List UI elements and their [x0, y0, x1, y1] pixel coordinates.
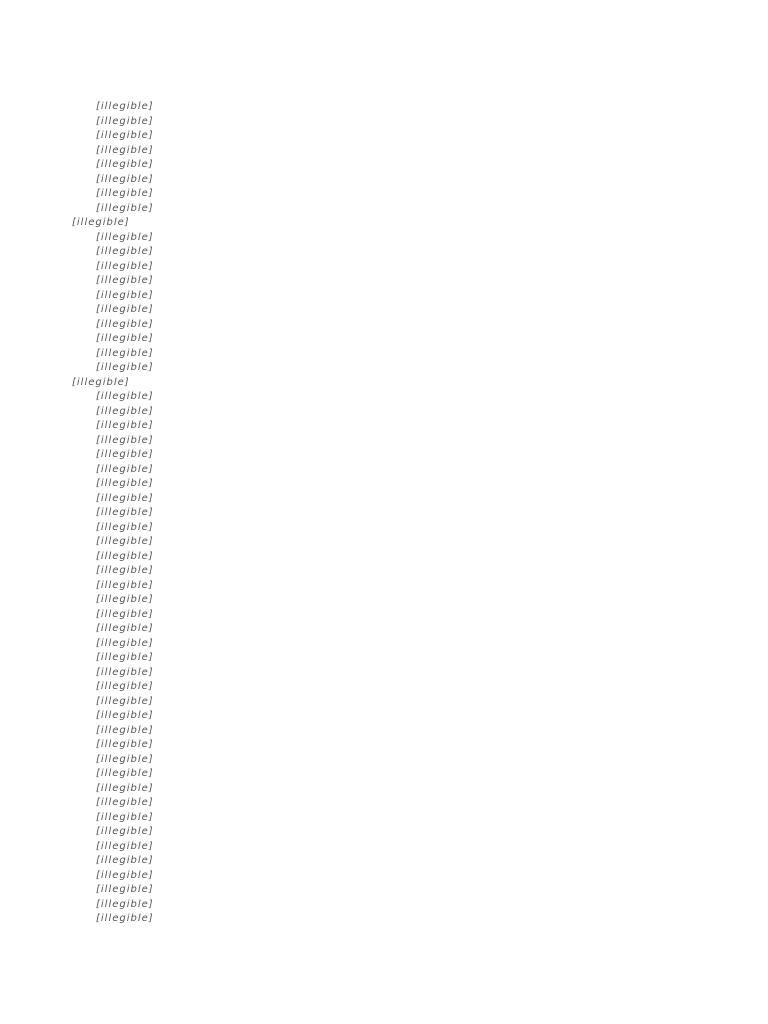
text-line: [illegible]: [96, 405, 154, 417]
text-line: [illegible]: [96, 289, 154, 301]
text-line: [illegible]: [96, 130, 154, 141]
text-line: [illegible]: [96, 608, 154, 620]
text-line: [illegible]: [96, 159, 154, 170]
text-line: [illegible]: [96, 565, 154, 576]
text-line: [illegible]: [96, 173, 154, 185]
text-line: [illegible]: [96, 797, 154, 808]
text-line: [illegible]: [96, 550, 154, 562]
text-line: [illegible]: [96, 637, 154, 649]
text-line: [illegible]: [72, 217, 130, 228]
text-line: [illegible]: [96, 347, 154, 359]
text-line: [illegible]: [96, 884, 154, 895]
text-line: [illegible]: [96, 304, 154, 315]
text-line: [illegible]: [96, 434, 154, 446]
text-line: [illegible]: [96, 507, 154, 518]
text-line: [illegible]: [96, 536, 154, 547]
text-line: [illegible]: [96, 768, 154, 779]
text-line: [illegible]: [96, 753, 154, 765]
text-line: [illegible]: [96, 492, 154, 504]
text-line: [illegible]: [96, 681, 154, 692]
text-line: [illegible]: [96, 840, 154, 852]
text-line: [illegible]: [96, 811, 154, 823]
text-line: [illegible]: [96, 362, 154, 373]
text-line: [illegible]: [96, 463, 154, 475]
text-line: [illegible]: [96, 202, 154, 214]
text-line: [illegible]: [96, 739, 154, 750]
text-line: [illegible]: [96, 855, 154, 866]
text-line: [illegible]: [72, 376, 130, 388]
text-line: [illegible]: [96, 231, 154, 243]
text-line: [illegible]: [96, 115, 154, 127]
text-line: [illegible]: [96, 594, 154, 605]
text-line: [illegible]: [96, 275, 154, 286]
text-line: [illegible]: [96, 260, 154, 272]
text-line: [illegible]: [96, 521, 154, 533]
text-line: [illegible]: [96, 188, 154, 199]
text-line: [illegible]: [96, 101, 154, 112]
text-line: [illegible]: [96, 913, 154, 924]
text-line: [illegible]: [96, 826, 154, 837]
text-line: [illegible]: [96, 782, 154, 794]
text-line: [illegible]: [96, 478, 154, 489]
text-line: [illegible]: [96, 144, 154, 156]
text-line: [illegible]: [96, 724, 154, 736]
text-line: [illegible]: [96, 246, 154, 257]
text-line: [illegible]: [96, 666, 154, 678]
text-line: [illegible]: [96, 898, 154, 910]
text-line: [illegible]: [96, 318, 154, 330]
text-line: [illegible]: [96, 695, 154, 707]
text-line: [illegible]: [96, 333, 154, 344]
text-line: [illegible]: [96, 391, 154, 402]
text-line: [illegible]: [96, 579, 154, 591]
text-line: [illegible]: [96, 449, 154, 460]
document-page: [72, 100, 702, 927]
text-line: [illegible]: [96, 623, 154, 634]
text-line: [illegible]: [96, 869, 154, 881]
text-line: [illegible]: [96, 420, 154, 431]
text-line: [illegible]: [96, 652, 154, 663]
text-line: [illegible]: [96, 710, 154, 721]
